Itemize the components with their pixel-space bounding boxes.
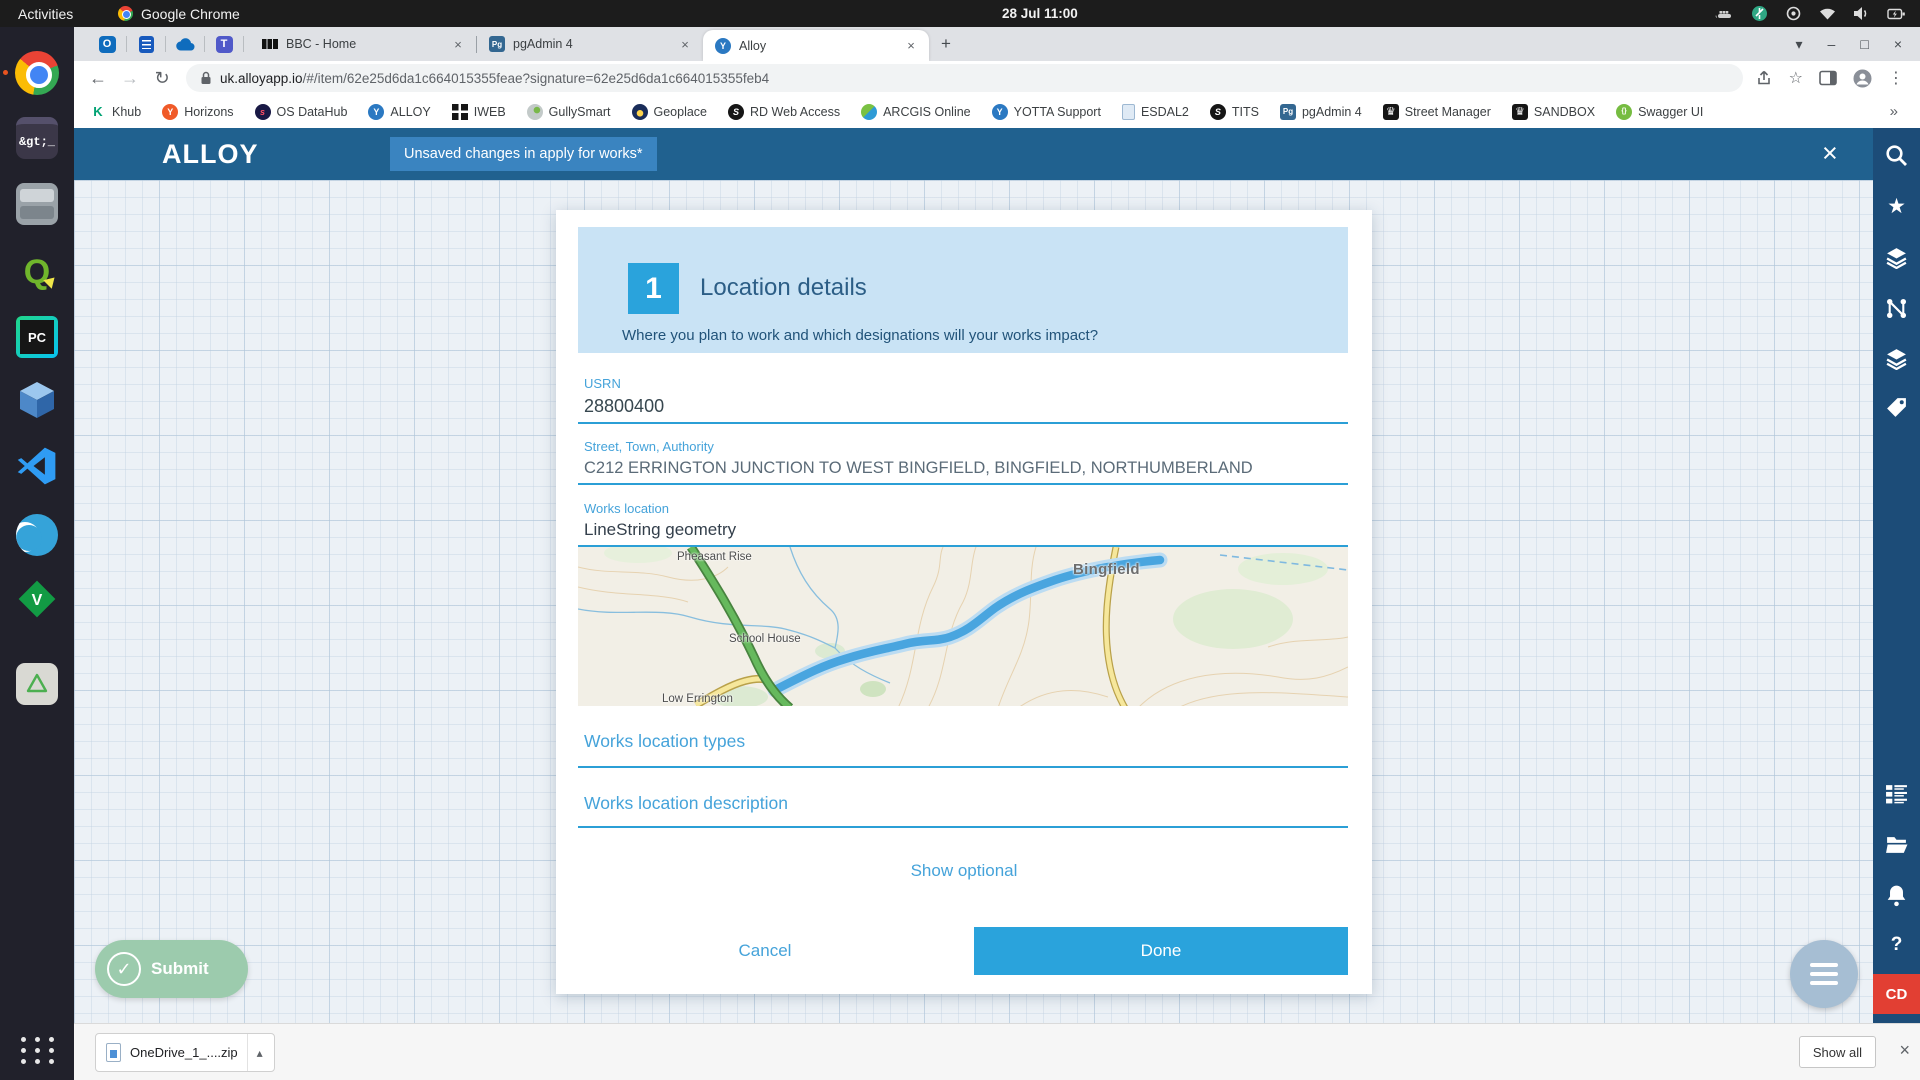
tab-alloy-active[interactable]: Y Alloy × xyxy=(703,30,929,61)
dock-qgis-icon[interactable] xyxy=(13,248,61,296)
bookmark-pgadmin[interactable]: Pg pgAdmin 4 xyxy=(1280,104,1362,120)
swagger-icon: {} xyxy=(1616,104,1632,120)
lock-icon xyxy=(200,71,212,85)
share-icon[interactable] xyxy=(1755,69,1773,87)
bookmark-street-manager[interactable]: ♛ Street Manager xyxy=(1383,104,1491,120)
works-location-types-field[interactable]: Works location types xyxy=(584,731,746,751)
alloy-icon: Y xyxy=(368,104,384,120)
bookmark-star-icon[interactable]: ☆ xyxy=(1788,70,1803,87)
works-location-map[interactable] xyxy=(578,545,1348,706)
pgadmin-favicon: Pg xyxy=(489,36,505,52)
help-icon[interactable]: ? xyxy=(1890,933,1903,955)
bookmark-rd-web-access[interactable]: S RD Web Access xyxy=(728,104,840,120)
layers-stack-icon[interactable] xyxy=(1885,347,1908,370)
document-icon xyxy=(1122,104,1135,120)
works-location-label: Works location xyxy=(584,501,670,516)
bookmark-geoplace[interactable]: Geoplace xyxy=(632,104,708,120)
alloy-favicon: Y xyxy=(715,38,731,54)
reload-button[interactable]: ↻ xyxy=(154,67,170,88)
maximize-button[interactable]: □ xyxy=(1860,36,1869,52)
system-top-bar xyxy=(0,0,1920,27)
map-canvas xyxy=(578,547,1348,706)
dock-virtualbox-icon[interactable] xyxy=(13,376,61,424)
circular-app-icon xyxy=(16,514,58,556)
works-location-value[interactable]: LineString geometry xyxy=(584,520,737,539)
street-town-authority-value[interactable]: C212 ERRINGTON JUNCTION TO WEST BINGFIELD, BINGFIELD, NORTHUMBERLAND xyxy=(584,459,1253,477)
tab-pgadmin[interactable]: Pg pgAdmin 4 × xyxy=(477,27,703,61)
crown-icon: ♛ xyxy=(1383,104,1399,120)
favourites-star-icon[interactable]: ★ xyxy=(1887,195,1906,218)
focused-app-name: Google Chrome xyxy=(141,5,240,22)
unsaved-changes-badge[interactable]: Unsaved changes in apply for works* xyxy=(390,137,657,171)
arcgis-globe-icon xyxy=(861,104,877,120)
back-button[interactable]: ← xyxy=(89,67,107,88)
new-tab-button[interactable]: + xyxy=(941,34,951,53)
dock-terminal-icon[interactable] xyxy=(13,114,61,162)
close-window-button[interactable]: × xyxy=(1893,36,1902,52)
bookmark-arcgis-online[interactable]: ARCGIS Online xyxy=(861,104,971,120)
bookmark-gullysmart[interactable]: GullySmart xyxy=(527,104,611,120)
toolbar-actions xyxy=(1755,68,1920,88)
volume-icon xyxy=(1853,6,1870,21)
pinned-tab-outlook[interactable] xyxy=(94,36,120,53)
dock-vim-icon[interactable] xyxy=(13,575,61,623)
vscode-icon xyxy=(16,445,58,487)
activities-button[interactable]: Activities xyxy=(18,5,74,22)
dock-files-icon[interactable] xyxy=(13,180,61,228)
show-applications-button[interactable] xyxy=(19,1032,55,1068)
virtualbox-cube-icon xyxy=(16,379,58,421)
os-datahub-icon: s xyxy=(255,104,271,120)
usrn-value[interactable]: 28800400 xyxy=(584,396,665,416)
field-underline xyxy=(578,766,1348,768)
browser-window xyxy=(74,27,1920,1080)
terminal-icon: &gt;_ xyxy=(16,117,58,159)
geoplace-icon xyxy=(632,104,648,120)
dock-pycharm-icon[interactable] xyxy=(13,313,61,361)
pinned-tab-onedrive[interactable] xyxy=(172,38,198,51)
software-store-icon xyxy=(16,663,58,705)
teams-icon: T xyxy=(216,36,233,53)
tag-icon[interactable] xyxy=(1885,396,1908,419)
alloy-app xyxy=(74,128,1920,1023)
system-tray[interactable] xyxy=(1715,5,1906,22)
bookmark-tits[interactable]: S TITS xyxy=(1210,104,1259,120)
bookmark-os-datahub[interactable]: s OS DataHub xyxy=(255,104,348,120)
network-nodes-icon[interactable] xyxy=(1885,297,1908,320)
sync-app-icon xyxy=(1751,5,1768,22)
dock-navigator-icon[interactable] xyxy=(13,511,61,559)
qgis-icon: Q xyxy=(23,253,51,291)
bookmark-horizons[interactable]: Y Horizons xyxy=(162,104,233,120)
bookmark-sandbox[interactable]: ♛ SANDBOX xyxy=(1512,104,1595,120)
pgadmin-icon: Pg xyxy=(1280,104,1296,120)
bookmarks-overflow-icon[interactable]: » xyxy=(1889,103,1898,120)
tab-close-icon[interactable]: × xyxy=(454,36,462,52)
map-label-bingfield: Bingfield xyxy=(1073,561,1140,578)
crown-icon: ♛ xyxy=(1512,104,1528,120)
tab-bbc-home[interactable]: BBC - Home × xyxy=(250,27,476,61)
horizons-icon: Y xyxy=(162,104,178,120)
check-icon: ✓ xyxy=(107,952,141,986)
bookmark-iweb[interactable]: IWEB xyxy=(452,104,506,120)
bbc-favicon xyxy=(262,39,278,49)
dock-chrome-icon[interactable] xyxy=(13,49,61,97)
user-initials-badge[interactable]: CD xyxy=(1873,974,1920,1014)
bookmark-alloy[interactable]: Y ALLOY xyxy=(368,104,430,120)
show-all-downloads-button[interactable]: Show all xyxy=(1799,1036,1876,1068)
tab-close-icon[interactable]: × xyxy=(681,36,689,52)
done-button[interactable]: Done xyxy=(974,927,1348,975)
alloy-header xyxy=(74,128,1920,180)
address-bar[interactable] xyxy=(186,64,1743,92)
zip-file-icon xyxy=(106,1043,121,1062)
download-caret-icon[interactable]: ▴ xyxy=(247,1034,272,1071)
focused-app-indicator[interactable] xyxy=(118,6,240,22)
yotta-icon: Y xyxy=(992,104,1008,120)
bookmark-khub[interactable]: K Khub xyxy=(90,104,141,120)
gullysmart-icon xyxy=(527,104,543,120)
outlook-icon: O xyxy=(99,36,116,53)
notifications-bell-icon[interactable] xyxy=(1885,884,1908,907)
chrome-icon xyxy=(118,6,133,21)
folder-icon[interactable] xyxy=(1885,833,1908,856)
field-underline xyxy=(578,422,1348,424)
map-label-low-errington: Low Errington xyxy=(662,693,733,705)
file-manager-icon xyxy=(16,183,58,225)
word-icon xyxy=(139,36,154,53)
grid-icon xyxy=(452,104,468,120)
download-shelf xyxy=(74,1023,1920,1080)
side-panel-icon[interactable] xyxy=(1819,70,1837,86)
chrome-icon xyxy=(15,51,59,95)
usrn-label: USRN xyxy=(584,376,621,391)
works-location-description-field[interactable]: Works location description xyxy=(584,793,788,813)
location-details-modal xyxy=(556,210,1372,994)
tab-close-icon[interactable]: × xyxy=(907,38,915,53)
modal-header xyxy=(578,227,1348,353)
globe-icon: S xyxy=(1210,104,1226,120)
download-filename: OneDrive_1_....zip xyxy=(130,1045,238,1060)
vim-icon xyxy=(16,578,58,620)
map-label-school-house: School House xyxy=(729,633,801,645)
modal-title: Location details xyxy=(700,274,867,301)
submit-button[interactable]: ✓ Submit xyxy=(95,940,248,998)
layers-icon[interactable] xyxy=(1885,246,1908,269)
pinned-tabs xyxy=(74,27,250,61)
list-queue-icon[interactable] xyxy=(1885,782,1908,805)
bookmark-esdal2[interactable]: ESDAL2 xyxy=(1122,104,1189,120)
wifi-icon xyxy=(1819,7,1836,20)
running-indicator xyxy=(3,70,8,75)
floating-menu-button[interactable] xyxy=(1790,940,1858,1008)
step-number-badge: 1 xyxy=(628,263,679,314)
svg-text:V: V xyxy=(31,592,43,609)
pycharm-icon: PC xyxy=(16,316,58,358)
download-item[interactable] xyxy=(95,1033,275,1072)
bookmarks-bar xyxy=(74,95,1920,128)
close-shelf-icon[interactable]: × xyxy=(1899,1040,1910,1060)
pinned-tab-word[interactable] xyxy=(133,36,159,53)
forward-button[interactable]: → xyxy=(121,67,139,88)
pinned-tab-teams[interactable] xyxy=(211,36,237,53)
map-label-pheasant-rise: Pheasant Rise xyxy=(677,551,752,563)
location-services-icon xyxy=(1785,5,1802,22)
alloy-workspace xyxy=(74,180,1873,1023)
field-underline xyxy=(578,483,1348,485)
tab-search-icon[interactable]: ▾ xyxy=(1795,35,1803,52)
search-icon[interactable] xyxy=(1885,144,1908,167)
alloy-sidebar xyxy=(1873,128,1920,1023)
dock xyxy=(0,27,74,1080)
tab-strip xyxy=(74,27,1920,61)
avatar[interactable] xyxy=(1853,69,1872,88)
bookmark-yotta-support[interactable]: Y YOTTA Support xyxy=(992,104,1101,120)
onedrive-cloud-icon xyxy=(176,38,195,51)
bookmark-swagger-ui[interactable]: {} Swagger UI xyxy=(1616,104,1703,120)
close-icon[interactable]: × xyxy=(1822,138,1838,168)
field-underline xyxy=(578,826,1348,828)
url-text: uk.alloyapp.io/#/item/62e25d6da1c664015355feae?signature=62e25d6da1c664015355feb4 xyxy=(220,70,770,86)
kebab-menu-icon[interactable]: ⋮ xyxy=(1888,70,1904,87)
docker-icon xyxy=(1715,6,1734,21)
show-optional-link[interactable]: Show optional xyxy=(910,861,1018,880)
modal-subtitle: Where you plan to work and which designations will your works impact? xyxy=(622,327,1099,344)
khub-icon: K xyxy=(93,104,103,119)
dock-software-icon[interactable] xyxy=(13,660,61,708)
street-town-authority-label: Street, Town, Authority xyxy=(584,439,714,454)
clock[interactable]: 28 Jul 11:00 xyxy=(1002,6,1078,21)
minimize-button[interactable]: – xyxy=(1827,36,1836,52)
alloy-logo[interactable]: ALLOY xyxy=(162,139,259,169)
window-controls xyxy=(1796,27,1920,61)
globe-icon: S xyxy=(728,104,744,120)
cancel-button[interactable]: Cancel xyxy=(738,941,792,960)
battery-icon xyxy=(1887,7,1906,21)
dock-vscode-icon[interactable] xyxy=(13,442,61,490)
browser-toolbar xyxy=(74,61,1920,95)
